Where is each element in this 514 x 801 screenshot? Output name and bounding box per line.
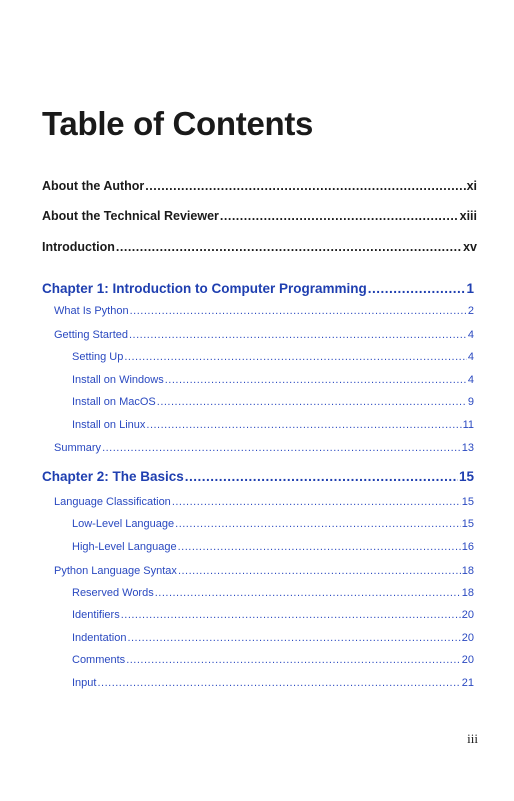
dot-leader — [130, 305, 467, 317]
toc-entry-about-reviewer[interactable] — [42, 209, 477, 223]
toc-entry-page: 18 — [461, 587, 474, 599]
toc-entry[interactable] — [72, 609, 474, 621]
toc-entry[interactable] — [72, 541, 474, 553]
page-number: iii — [467, 731, 478, 746]
dot-leader — [102, 442, 461, 454]
dot-leader — [126, 654, 461, 666]
toc-entry-introduction[interactable] — [42, 240, 477, 254]
toc-entry-page: 2 — [467, 305, 474, 317]
toc-entry[interactable] — [72, 396, 474, 408]
toc-entry-label: Getting Started — [54, 329, 128, 341]
dot-leader — [97, 677, 460, 689]
dot-leader — [175, 518, 461, 530]
dot-leader — [116, 240, 462, 254]
dot-leader — [157, 396, 467, 408]
dot-leader — [121, 609, 461, 621]
dot-leader — [178, 565, 461, 577]
toc-entry-page: 20 — [461, 609, 474, 621]
toc-entry-page: 21 — [461, 677, 474, 689]
toc-entry[interactable] — [72, 518, 474, 530]
toc-entry[interactable] — [72, 677, 474, 689]
toc-entry[interactable] — [72, 632, 474, 644]
toc-entry-label: Setting Up — [72, 351, 124, 363]
toc-entry-label: Language Classification — [54, 496, 171, 508]
toc-entry-label: Identifiers — [72, 609, 120, 621]
toc-entry-label: Install on Linux — [72, 419, 146, 431]
toc-entry-page: 4 — [467, 329, 474, 341]
toc-entry-label: Chapter 1: Introduction to Computer Programming — [42, 281, 367, 296]
toc-entry-label: Python Language Syntax — [54, 565, 177, 577]
toc-entry-page: 9 — [467, 396, 474, 408]
toc-entry-page: xv — [463, 240, 477, 254]
dot-leader — [146, 419, 461, 431]
toc-entry-label: Install on MacOS — [72, 396, 156, 408]
toc-entry[interactable] — [72, 351, 474, 363]
dot-leader — [155, 587, 461, 599]
toc-entry-page: 15 — [458, 469, 474, 484]
toc-entry-page: 15 — [461, 518, 474, 530]
toc-entry-label: Low-Level Language — [72, 518, 175, 530]
toc-chapter-1[interactable] — [42, 281, 474, 296]
toc-entry[interactable] — [54, 565, 474, 577]
toc-entry[interactable] — [72, 587, 474, 599]
toc-entry[interactable] — [54, 329, 474, 341]
toc-entry-page: xiii — [459, 209, 477, 223]
toc-entry-label: What Is Python — [54, 305, 129, 317]
dot-leader — [185, 469, 458, 484]
toc-entry-label: About the Author — [42, 179, 145, 193]
dot-leader — [124, 351, 467, 363]
toc-entry[interactable] — [72, 654, 474, 666]
toc-entry[interactable] — [54, 305, 474, 317]
toc-entry-label: High-Level Language — [72, 541, 177, 553]
dot-leader — [145, 179, 465, 193]
toc-entry-label: Indentation — [72, 632, 127, 644]
toc-entry-page: 15 — [461, 496, 474, 508]
toc-entry-page: 20 — [461, 632, 474, 644]
toc-entry-label: Input — [72, 677, 97, 689]
dot-leader — [368, 281, 466, 296]
dot-leader — [178, 541, 461, 553]
toc-entry-about-author[interactable] — [42, 179, 477, 193]
toc-entry-page: 1 — [466, 281, 474, 296]
dot-leader — [220, 209, 459, 223]
toc-entry[interactable] — [54, 496, 474, 508]
toc-entry-page: 20 — [461, 654, 474, 666]
dot-leader — [165, 374, 467, 386]
toc-entry-page: 4 — [467, 374, 474, 386]
toc-entry-label: Comments — [72, 654, 126, 666]
dot-leader — [129, 329, 467, 341]
toc-entry-page: xi — [466, 179, 477, 193]
toc-entry-page: 11 — [462, 419, 474, 431]
toc-entry-label: About the Technical Reviewer — [42, 209, 219, 223]
toc-entry-label: Introduction — [42, 240, 115, 254]
toc-entry-page: 16 — [461, 541, 474, 553]
toc-entry-label: Summary — [54, 442, 102, 454]
toc-chapter-2[interactable] — [42, 469, 474, 484]
toc-entry-label: Install on Windows — [72, 374, 164, 386]
toc-entry-label: Reserved Words — [72, 587, 154, 599]
toc-entry[interactable] — [72, 419, 474, 431]
toc-entry-page: 4 — [467, 351, 474, 363]
toc-entry-label: Chapter 2: The Basics — [42, 469, 184, 484]
toc-entry[interactable] — [72, 374, 474, 386]
toc-entry[interactable] — [54, 442, 474, 454]
page-title: Table of Contents — [42, 105, 314, 142]
dot-leader — [172, 496, 461, 508]
dot-leader — [127, 632, 460, 644]
toc-entry-page: 13 — [461, 442, 474, 454]
toc-entry-page: 18 — [461, 565, 474, 577]
